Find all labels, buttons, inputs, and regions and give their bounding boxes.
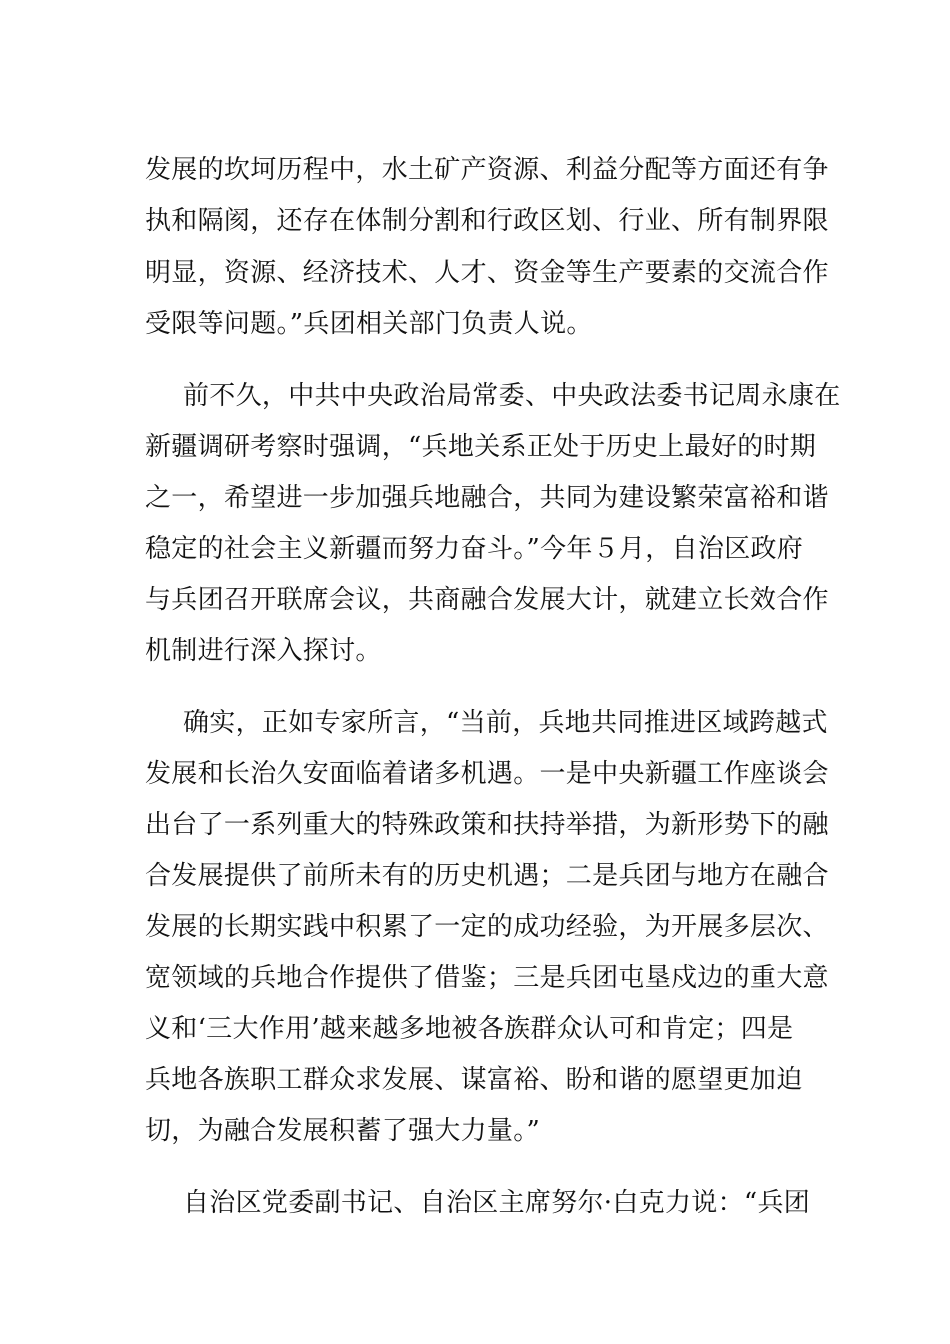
- paragraph-first-line: 自治区党委副书记、自治区主席努尔·白克力说：“兵团: [183, 1188, 811, 1218]
- text-line: 明显，资源、经济技术、人才、资金等生产要素的交流合作: [145, 258, 829, 288]
- text-line: 新疆调研考察时强调，“兵地关系正处于历史上最好的时期: [145, 432, 817, 462]
- text-line: 执和隔阂，还存在体制分割和行政区划、行业、所有制界限: [145, 206, 829, 236]
- paragraph-first-line: 前不久，中共中央政治局常委、中央政法委书记周永康在: [183, 381, 841, 411]
- text-line: 发展和长治久安面临着诸多机遇。一是中央新疆工作座谈会: [145, 759, 829, 789]
- text-line: 出台了一系列重大的特殊政策和扶持举措，为新形势下的融: [145, 810, 829, 840]
- text-line: 发展的长期实践中积累了一定的成功经验，为开展多层次、: [145, 912, 829, 942]
- text-line: 稳定的社会主义新疆而努力奋斗。”今年５月，自治区政府: [145, 534, 804, 564]
- text-line: 发展的坎坷历程中，水土矿产资源、利益分配等方面还有争: [145, 155, 829, 185]
- text-line: 义和‘三大作用’越来越多地被各族群众认可和肯定；四是: [145, 1014, 794, 1044]
- text-line: 合发展提供了前所未有的历史机遇；二是兵团与地方在融合: [145, 861, 829, 891]
- text-line: 之一，希望进一步加强兵地融合，共同为建设繁荣富裕和谐: [145, 483, 829, 513]
- paragraph-first-line: 确实，正如专家所言，“当前，兵地共同推进区域跨越式: [183, 708, 828, 738]
- text-line: 宽领域的兵地合作提供了借鉴；三是兵团屯垦戍边的重大意: [145, 963, 829, 993]
- text-line: 与兵团召开联席会议，共商融合发展大计，就建立长效合作: [145, 585, 829, 615]
- text-line: 切，为融合发展积蓄了强大力量。”: [145, 1116, 541, 1146]
- text-line: 兵地各族职工群众求发展、谋富裕、盼和谐的愿望更加迫: [145, 1065, 803, 1095]
- text-line: 受限等问题。”兵团相关部门负责人说。: [145, 309, 593, 339]
- text-line: 机制进行深入探讨。: [145, 636, 382, 666]
